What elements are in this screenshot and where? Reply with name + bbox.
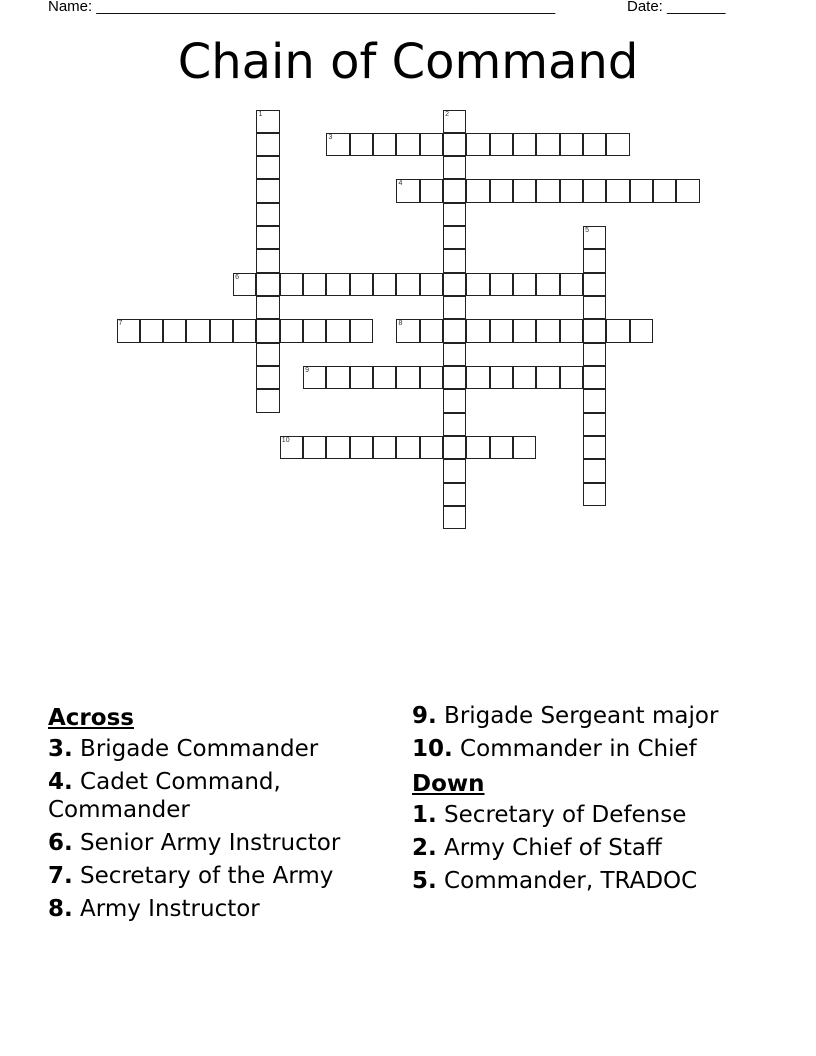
grid-cell[interactable] xyxy=(420,366,443,389)
grid-cell[interactable] xyxy=(256,366,279,389)
clue-number: 2. xyxy=(412,835,437,861)
grid-cell[interactable] xyxy=(420,273,443,296)
grid-cell[interactable] xyxy=(513,133,536,156)
grid-cell[interactable] xyxy=(583,319,606,342)
grid-cell[interactable] xyxy=(536,319,559,342)
grid-cell[interactable] xyxy=(560,366,583,389)
grid-cell[interactable] xyxy=(490,179,513,202)
clue-text: Army Chief of Staff xyxy=(436,835,662,861)
grid-cell[interactable] xyxy=(466,319,489,342)
grid-cell[interactable] xyxy=(280,319,303,342)
clue-down-2 xyxy=(412,834,757,862)
grid-cell[interactable] xyxy=(583,179,606,202)
grid-cell[interactable] xyxy=(163,319,186,342)
grid-cell[interactable] xyxy=(490,366,513,389)
grid-cell[interactable] xyxy=(536,179,559,202)
grid-cell[interactable] xyxy=(513,436,536,459)
grid-cell[interactable] xyxy=(583,413,606,436)
grid-cell[interactable] xyxy=(513,179,536,202)
grid-cell[interactable] xyxy=(233,273,256,296)
grid-cell[interactable] xyxy=(396,366,419,389)
grid-cell[interactable] xyxy=(466,273,489,296)
grid-cell[interactable] xyxy=(583,483,606,506)
grid-cell[interactable] xyxy=(466,366,489,389)
grid-cell[interactable] xyxy=(373,366,396,389)
clue-number-label: 6 xyxy=(235,273,240,281)
grid-cell[interactable] xyxy=(443,366,466,389)
grid-cell[interactable] xyxy=(443,249,466,272)
clue-number-label: 8 xyxy=(398,320,403,328)
grid-cell[interactable] xyxy=(606,319,629,342)
grid-cell[interactable] xyxy=(256,389,279,412)
grid-cell[interactable] xyxy=(350,273,373,296)
grid-cell[interactable] xyxy=(396,133,419,156)
grid-cell[interactable] xyxy=(256,156,279,179)
grid-cell[interactable] xyxy=(583,436,606,459)
clue-text: Cadet Command, Commander xyxy=(48,769,281,823)
grid-cell[interactable] xyxy=(490,319,513,342)
grid-cell[interactable] xyxy=(443,179,466,202)
grid-cell[interactable] xyxy=(513,319,536,342)
grid-cell[interactable] xyxy=(560,319,583,342)
grid-cell[interactable] xyxy=(490,436,513,459)
grid-cell[interactable] xyxy=(583,459,606,482)
grid-cell[interactable] xyxy=(350,319,373,342)
grid-cell[interactable] xyxy=(583,296,606,319)
grid-cell[interactable] xyxy=(117,319,140,342)
grid-cell[interactable] xyxy=(256,249,279,272)
clue-number: 6. xyxy=(48,830,73,856)
grid-cell[interactable] xyxy=(536,366,559,389)
puzzle-title: Chain of Command xyxy=(177,34,639,90)
date-field-label[interactable]: Date: _______ xyxy=(627,0,726,15)
grid-cell[interactable] xyxy=(256,133,279,156)
grid-cell[interactable] xyxy=(256,273,279,296)
clue-number-label: 5 xyxy=(585,227,589,235)
grid-cell[interactable] xyxy=(326,319,349,342)
grid-cell[interactable] xyxy=(583,273,606,296)
grid-cell[interactable] xyxy=(303,273,326,296)
clue-number: 3. xyxy=(48,736,73,762)
grid-cell[interactable] xyxy=(396,436,419,459)
grid-cell[interactable] xyxy=(653,179,676,202)
clue-number-label: 10 xyxy=(281,437,290,445)
grid-cell[interactable] xyxy=(443,436,466,459)
grid-cell[interactable] xyxy=(396,273,419,296)
clue-number-label: 9 xyxy=(305,367,310,375)
clue-text: Secretary of the Army xyxy=(72,863,334,889)
grid-cell[interactable] xyxy=(606,179,629,202)
clues-column-left xyxy=(48,702,393,928)
clue-number: 9. xyxy=(412,703,437,729)
clue-number: 4. xyxy=(48,769,73,795)
grid-cell[interactable] xyxy=(443,273,466,296)
grid-cell[interactable] xyxy=(210,319,233,342)
clue-across-3 xyxy=(48,735,393,763)
grid-cell[interactable] xyxy=(466,436,489,459)
name-field-label[interactable]: Name: _______________________________________________________ xyxy=(48,0,556,15)
grid-cell[interactable] xyxy=(326,436,349,459)
grid-cell[interactable] xyxy=(466,179,489,202)
grid-cell[interactable] xyxy=(303,319,326,342)
clue-number-label: 4 xyxy=(398,180,403,188)
grid-cell[interactable] xyxy=(490,133,513,156)
grid-cell[interactable] xyxy=(256,296,279,319)
grid-cell[interactable] xyxy=(256,343,279,366)
grid-cell[interactable] xyxy=(350,366,373,389)
grid-cell[interactable] xyxy=(396,319,419,342)
grid-cell[interactable] xyxy=(350,436,373,459)
clue-number-label: 2 xyxy=(445,110,450,118)
grid-cell[interactable] xyxy=(280,436,303,459)
clue-number: 10. xyxy=(412,736,453,762)
grid-cell[interactable] xyxy=(513,273,536,296)
grid-cell[interactable] xyxy=(583,249,606,272)
clue-text: Brigade Commander xyxy=(72,736,319,762)
grid-cell[interactable] xyxy=(420,179,443,202)
clue-number: 8. xyxy=(48,896,73,922)
clue-number-label: 3 xyxy=(328,133,333,141)
clue-across-6 xyxy=(48,829,393,857)
grid-cell[interactable] xyxy=(373,273,396,296)
grid-cell[interactable] xyxy=(443,156,466,179)
clue-across-8 xyxy=(48,895,393,923)
grid-cell[interactable] xyxy=(560,273,583,296)
clue-text: Commander, TRADOC xyxy=(436,868,698,894)
grid-cell[interactable] xyxy=(443,483,466,506)
grid-cell[interactable] xyxy=(606,133,629,156)
grid-cell[interactable] xyxy=(443,226,466,249)
clue-across-7 xyxy=(48,862,393,890)
clue-text: Army Instructor xyxy=(72,896,260,922)
grid-cell[interactable] xyxy=(443,319,466,342)
clue-text: Secretary of Defense xyxy=(436,802,687,828)
grid-cell[interactable] xyxy=(466,133,489,156)
clue-number-label: 7 xyxy=(118,320,123,328)
clue-text: Brigade Sergeant major xyxy=(436,703,719,729)
grid-cell[interactable] xyxy=(256,179,279,202)
grid-cell[interactable] xyxy=(583,133,606,156)
grid-cell[interactable] xyxy=(443,413,466,436)
grid-cell[interactable] xyxy=(583,226,606,249)
grid-cell[interactable] xyxy=(420,133,443,156)
clue-down-5 xyxy=(412,867,757,895)
grid-cell[interactable] xyxy=(443,296,466,319)
grid-cell[interactable] xyxy=(513,366,536,389)
grid-cell[interactable] xyxy=(256,226,279,249)
grid-cell[interactable] xyxy=(373,436,396,459)
grid-cell[interactable] xyxy=(256,110,279,133)
grid-cell[interactable] xyxy=(350,133,373,156)
grid-cell[interactable] xyxy=(443,506,466,529)
grid-cell[interactable] xyxy=(630,179,653,202)
clue-across-10 xyxy=(412,735,757,763)
grid-cell[interactable] xyxy=(326,366,349,389)
grid-cell[interactable] xyxy=(140,319,163,342)
grid-cell[interactable] xyxy=(536,273,559,296)
grid-cell[interactable] xyxy=(280,273,303,296)
grid-cell[interactable] xyxy=(396,179,419,202)
grid-cell[interactable] xyxy=(303,436,326,459)
grid-cell[interactable] xyxy=(560,179,583,202)
clue-across-9 xyxy=(412,702,757,730)
clue-text: Commander in Chief xyxy=(452,736,697,762)
grid-cell[interactable] xyxy=(630,319,653,342)
down-heading: Down xyxy=(412,771,485,797)
grid-cell[interactable] xyxy=(326,133,349,156)
grid-cell[interactable] xyxy=(420,319,443,342)
grid-cell[interactable] xyxy=(443,343,466,366)
clues-column-right xyxy=(412,702,757,900)
clue-number-label: 1 xyxy=(258,110,263,118)
grid-cell[interactable] xyxy=(490,273,513,296)
grid-cell[interactable] xyxy=(233,319,256,342)
grid-cell[interactable] xyxy=(256,319,279,342)
grid-cell[interactable] xyxy=(256,203,279,226)
clue-number: 1. xyxy=(412,802,437,828)
grid-cell[interactable] xyxy=(583,389,606,412)
grid-cell[interactable] xyxy=(443,389,466,412)
across-heading: Across xyxy=(48,705,134,731)
grid-cell[interactable] xyxy=(186,319,209,342)
grid-cell[interactable] xyxy=(583,366,606,389)
clue-number: 7. xyxy=(48,863,73,889)
grid-cell[interactable] xyxy=(303,366,326,389)
grid-cell[interactable] xyxy=(420,436,443,459)
grid-cell[interactable] xyxy=(536,133,559,156)
clue-down-1 xyxy=(412,801,757,829)
grid-cell[interactable] xyxy=(373,133,396,156)
grid-cell[interactable] xyxy=(443,459,466,482)
grid-cell[interactable] xyxy=(326,273,349,296)
grid-cell[interactable] xyxy=(583,343,606,366)
grid-cell[interactable] xyxy=(443,133,466,156)
grid-cell[interactable] xyxy=(443,203,466,226)
grid-cell[interactable] xyxy=(443,110,466,133)
clue-number: 5. xyxy=(412,868,437,894)
clue-text: Senior Army Instructor xyxy=(72,830,341,856)
grid-cell[interactable] xyxy=(560,133,583,156)
grid-cell[interactable] xyxy=(676,179,699,202)
clue-across-4 xyxy=(48,768,393,824)
